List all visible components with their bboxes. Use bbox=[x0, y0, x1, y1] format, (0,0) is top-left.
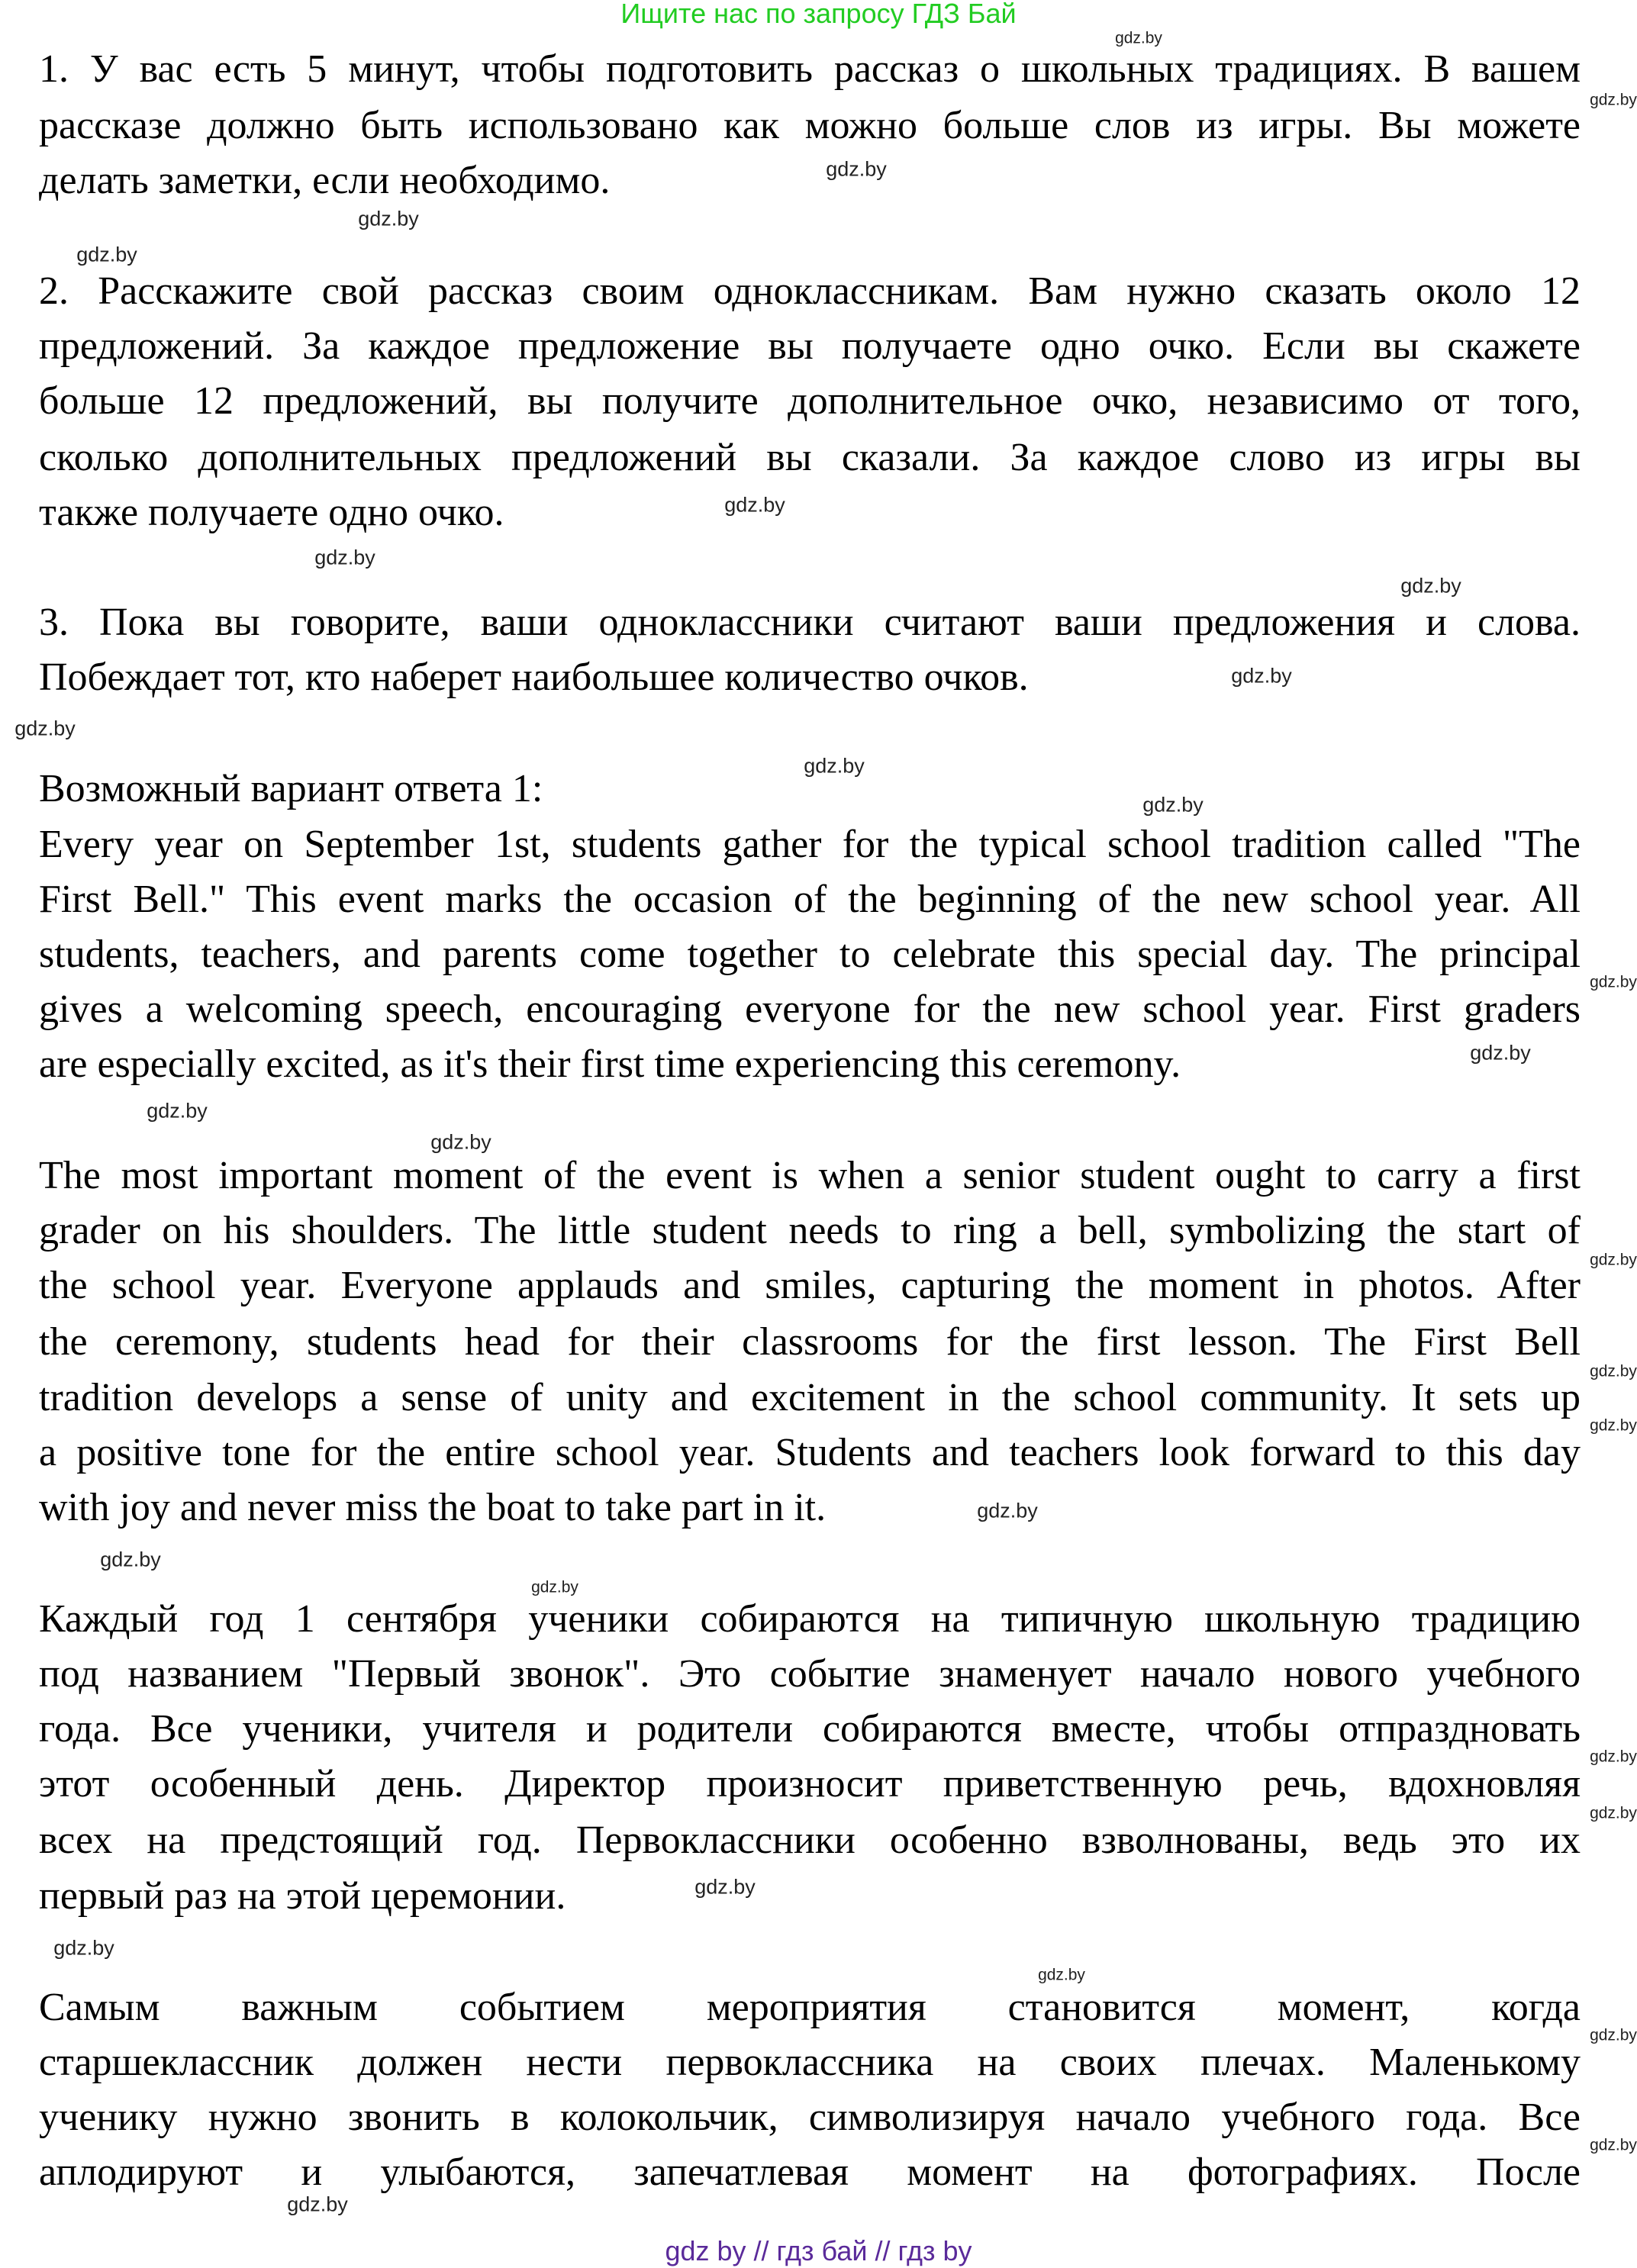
text-line: 2. Расскажите свой рассказ своим одноклассникам. Вам нужно сказать около 12 bbox=[39, 269, 1581, 313]
watermark: gdz.by bbox=[53, 1936, 114, 1960]
watermark: gdz.by bbox=[804, 754, 865, 778]
text-line: Побеждает тот, кто наберет наибольшее количество очков. bbox=[39, 656, 1029, 699]
watermark: gdz.by bbox=[287, 2192, 348, 2216]
text-line: Every year on September 1st, students gather for the typical school tradition called "The bbox=[39, 823, 1581, 866]
text-line: рассказе должно быть использовано как можно больше слов из игры. Вы можете bbox=[39, 104, 1581, 147]
text-line: предложений. За каждое предложение вы получаете одно очко. Если вы скажете bbox=[39, 324, 1581, 368]
watermark: gdz.by bbox=[147, 1099, 208, 1123]
watermark: gdz.by bbox=[531, 1578, 578, 1596]
search-hint-banner: Ищите нас по запросу ГДЗ Бай bbox=[620, 0, 1017, 29]
watermark: gdz.by bbox=[1400, 574, 1461, 598]
text-line: этот особенный день. Директор произносит приветственную речь, вдохновляя bbox=[39, 1762, 1581, 1806]
text-line: под названием "Первый звонок". Это событие знаменует начало нового учебного bbox=[39, 1652, 1581, 1696]
footer-banner: gdz by // гдз бай // гдз by bbox=[665, 2235, 972, 2266]
text-line: делать заметки, если необходимо. bbox=[39, 159, 611, 202]
text-line: года. Все ученики, учителя и родители собираются вместе, чтобы отпраздновать bbox=[39, 1707, 1581, 1751]
text-line: with joy and never miss the boat to take part in it. bbox=[39, 1486, 827, 1529]
text-line: the school year. Everyone applauds and smiles, capturing the moment in photos. After bbox=[39, 1264, 1581, 1307]
text-line: gives a welcoming speech, encouraging everyone for the new school year. First graders bbox=[39, 987, 1581, 1031]
text-line: первый раз на этой церемонии. bbox=[39, 1874, 566, 1918]
watermark: gdz.by bbox=[358, 207, 419, 230]
watermark: gdz.by bbox=[15, 717, 76, 740]
text-line: также получаете одно очко. bbox=[39, 491, 504, 534]
watermark: gdz.by bbox=[1590, 1251, 1637, 1269]
text-line: the ceremony, students head for their classrooms for the first lesson. The First Bell bbox=[39, 1320, 1581, 1364]
watermark: gdz.by bbox=[1115, 29, 1162, 47]
watermark: gdz.by bbox=[1590, 1748, 1637, 1766]
watermark: gdz.by bbox=[76, 243, 137, 266]
watermark: gdz.by bbox=[1590, 1416, 1637, 1435]
text-line: grader on his shoulders. The little student needs to ring a bell, symbolizing the start of bbox=[39, 1209, 1581, 1252]
text-line: The most important moment of the event is when a senior student ought to carry a first bbox=[39, 1154, 1581, 1197]
watermark: gdz.by bbox=[694, 1875, 756, 1899]
text-line: tradition develops a sense of unity and excitement in the school community. It sets up bbox=[39, 1376, 1581, 1419]
watermark: gdz.by bbox=[430, 1130, 491, 1154]
watermark: gdz.by bbox=[1142, 793, 1204, 817]
watermark: gdz.by bbox=[724, 493, 785, 517]
watermark: gdz.by bbox=[1590, 2136, 1637, 2154]
watermark: gdz.by bbox=[1590, 91, 1637, 109]
watermark: gdz.by bbox=[1590, 1804, 1637, 1822]
text-line: сколько дополнительных предложений вы сказали. За каждое слово из игры вы bbox=[39, 436, 1581, 479]
text-line: Возможный вариант ответа 1: bbox=[39, 767, 543, 810]
watermark: gdz.by bbox=[1590, 973, 1637, 991]
watermark: gdz.by bbox=[1590, 2026, 1637, 2044]
watermark: gdz.by bbox=[314, 546, 375, 569]
watermark: gdz.by bbox=[1470, 1041, 1531, 1065]
watermark: gdz.by bbox=[1038, 1966, 1085, 1984]
text-line: 1. У вас есть 5 минут, чтобы подготовить рассказ о школьных традициях. В вашем bbox=[39, 47, 1581, 91]
text-line: 3. Пока вы говорите, ваши одноклассники считают ваши предложения и слова. bbox=[39, 601, 1581, 644]
watermark: gdz.by bbox=[1231, 664, 1292, 688]
text-line: a positive tone for the entire school year. Students and teachers look forward to this day bbox=[39, 1431, 1581, 1474]
text-line: ученику нужно звонить в колокольчик, символизируя начало учебного года. Все bbox=[39, 2096, 1581, 2139]
text-line: are especially excited, as it's their first time experiencing this ceremony. bbox=[39, 1042, 1181, 1086]
watermark: gdz.by bbox=[826, 157, 887, 181]
watermark: gdz.by bbox=[1590, 1362, 1637, 1380]
text-line: аплодируют и улыбаются, запечатлевая момент на фотографиях. После bbox=[39, 2150, 1581, 2194]
text-line: всех на предстоящий год. Первоклассники особенно взволнованы, ведь это их bbox=[39, 1819, 1581, 1862]
watermark: gdz.by bbox=[977, 1499, 1038, 1522]
text-line: старшеклассник должен нести первоклассника на своих плечах. Маленькому bbox=[39, 2041, 1581, 2084]
text-line: больше 12 предложений, вы получите дополнительное очко, независимо от того, bbox=[39, 379, 1581, 423]
text-line: Каждый год 1 сентября ученики собираются на типичную школьную традицию bbox=[39, 1597, 1581, 1641]
text-line: students, teachers, and parents come together to celebrate this special day. The principal bbox=[39, 933, 1581, 976]
text-line: Самым важным событием мероприятия становится момент, когда bbox=[39, 1986, 1581, 2029]
text-line: First Bell." This event marks the occasion of the beginning of the new school year. All bbox=[39, 878, 1581, 921]
watermark: gdz.by bbox=[100, 1548, 161, 1571]
